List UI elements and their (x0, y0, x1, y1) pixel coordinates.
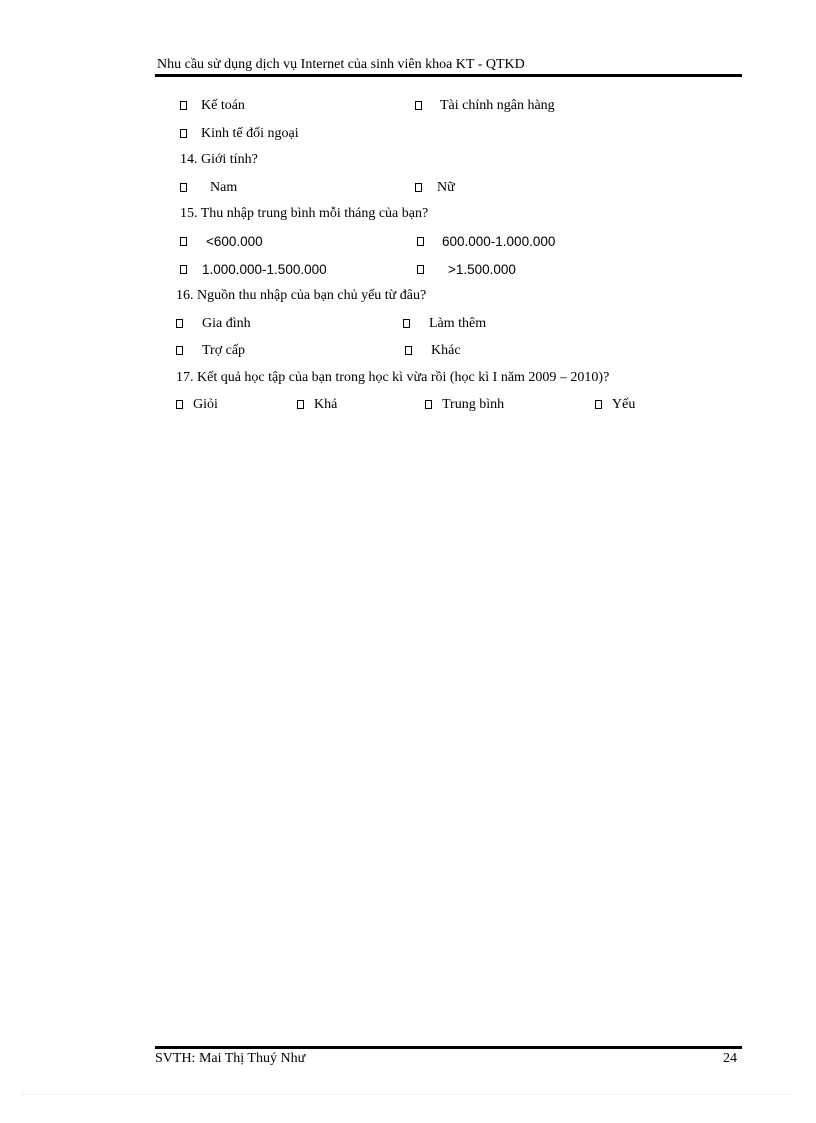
checkbox[interactable] (425, 400, 432, 409)
option-label: >1.500.000 (448, 262, 516, 277)
checkbox[interactable] (415, 183, 422, 192)
option-label: Khá (314, 397, 338, 412)
footer-author: SVTH: Mai Thị Thuý Như (155, 1051, 306, 1066)
header-title: Nhu cầu sử dụng dịch vụ Internet của sinh viên khoa KT - QTKD (157, 57, 525, 72)
checkbox[interactable] (180, 237, 187, 246)
question-15: 15. Thu nhập trung bình mỗi tháng của bạn? (180, 206, 429, 221)
option-label: Giỏi (193, 397, 218, 412)
option-label: Kế toán (201, 98, 245, 113)
option-label: <600.000 (206, 234, 263, 249)
checkbox[interactable] (417, 265, 424, 274)
checkbox[interactable] (176, 319, 183, 328)
checkbox[interactable] (176, 346, 183, 355)
checkbox[interactable] (417, 237, 424, 246)
checkbox[interactable] (180, 129, 187, 138)
checkbox[interactable] (405, 346, 412, 355)
checkbox[interactable] (403, 319, 410, 328)
header-rule (155, 74, 742, 77)
question-14: 14. Giới tính? (180, 152, 258, 167)
page-bottom-border (22, 1094, 792, 1095)
page-number: 24 (723, 1051, 737, 1066)
checkbox[interactable] (595, 400, 602, 409)
option-label: Trợ cấp (202, 343, 246, 358)
option-label: Khác (431, 343, 461, 358)
checkbox[interactable] (180, 101, 187, 110)
option-label: Làm thêm (429, 316, 487, 331)
checkbox[interactable] (297, 400, 304, 409)
checkbox[interactable] (415, 101, 422, 110)
checkbox[interactable] (180, 265, 187, 274)
option-label: 1.000.000-1.500.000 (202, 262, 327, 277)
option-label: Tài chính ngân hàng (440, 98, 555, 113)
page-footer (155, 1046, 742, 1070)
footer-rule (155, 1046, 742, 1049)
option-label: Gia đình (202, 316, 251, 331)
question-17: 17. Kết quả học tập của bạn trong học kì vừa rồi (học kì I năm 2009 – 2010)? (176, 370, 610, 385)
checkbox[interactable] (180, 183, 187, 192)
page-header (155, 56, 742, 78)
option-label: 600.000-1.000.000 (442, 234, 556, 249)
option-label: Nam (210, 180, 238, 195)
option-label: Kinh tế đối ngoại (201, 126, 299, 141)
question-16: 16. Nguồn thu nhập của bạn chủ yếu từ đâu? (176, 288, 427, 303)
option-label: Nữ (437, 180, 455, 195)
option-label: Trung bình (442, 397, 505, 412)
checkbox[interactable] (176, 400, 183, 409)
option-label: Yếu (612, 397, 636, 412)
